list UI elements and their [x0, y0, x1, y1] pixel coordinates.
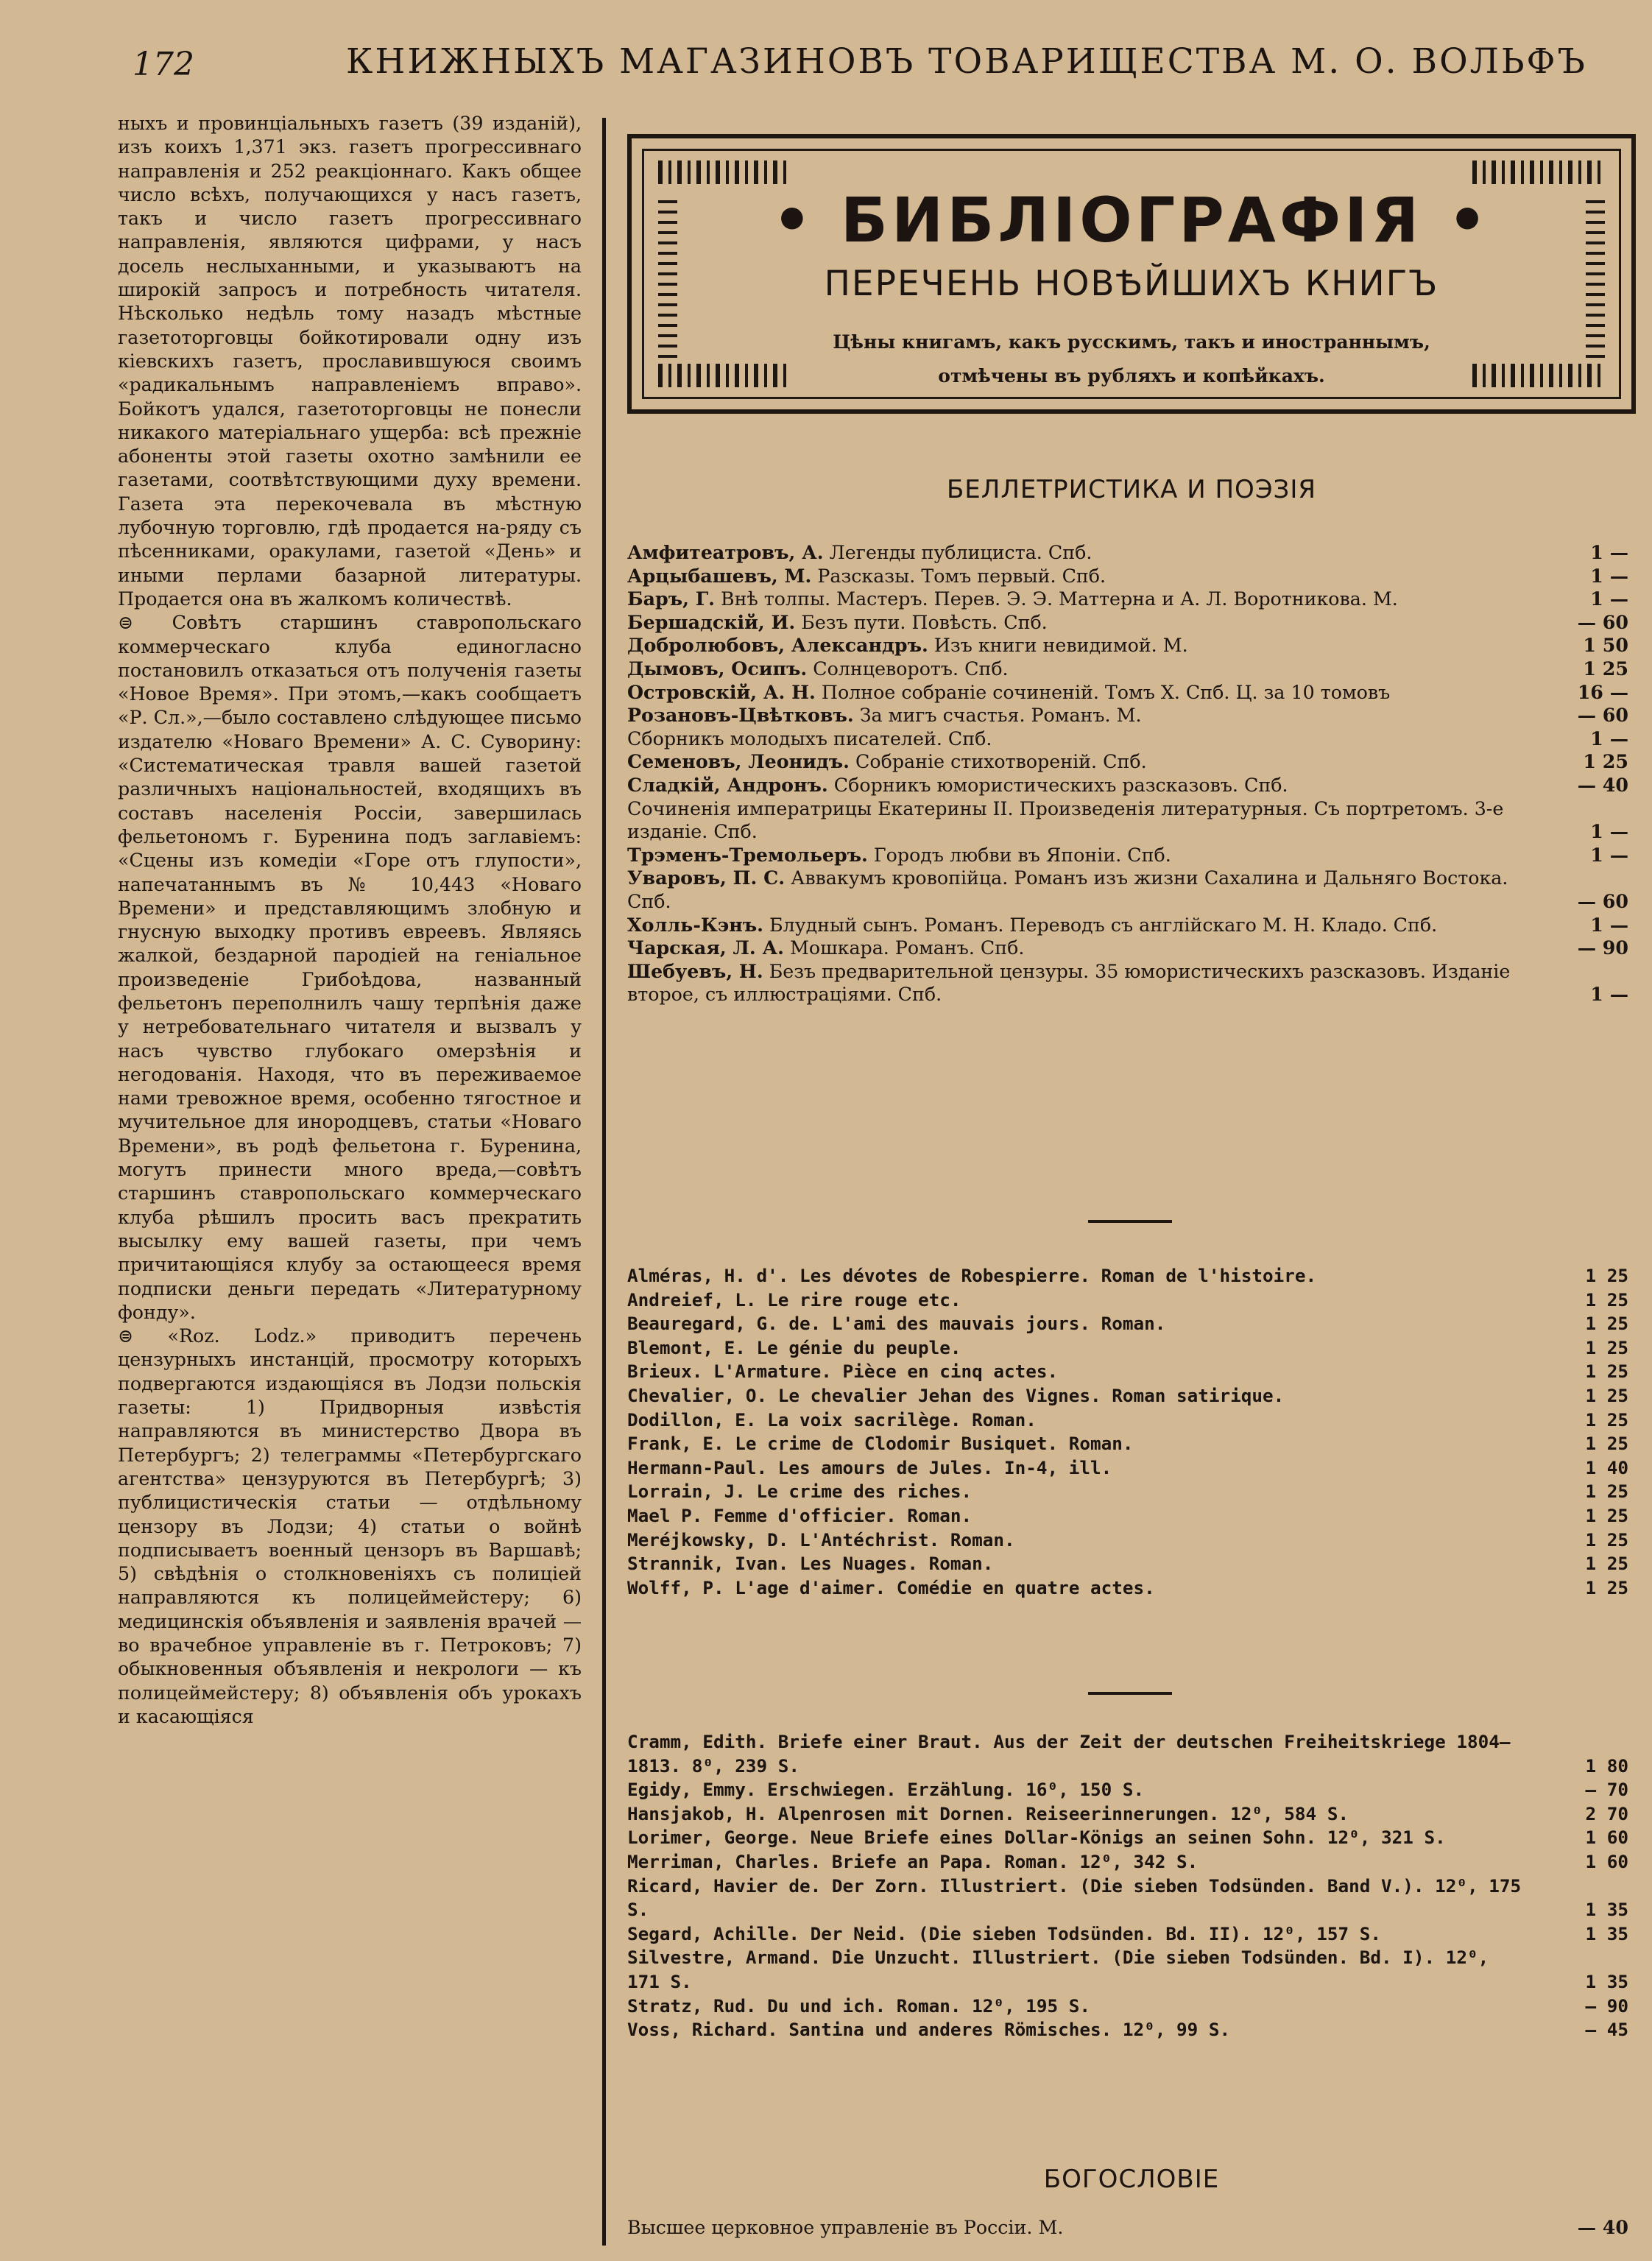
banner-title: • БИБЛІОГРАФІЯ • — [772, 184, 1491, 256]
book-author: Уваровъ, П. С. — [627, 867, 786, 889]
book-entry — [627, 704, 1628, 727]
book-description: Сочиненія императрицы Екатерины II. Произведенія литературныя. Съ портретомъ. 3-е изданіе. Спб. — [627, 797, 1504, 843]
book-title — [627, 1384, 1628, 1408]
book-entry — [627, 937, 1628, 960]
theology-book-list — [627, 2216, 1628, 2240]
book-description: Сборникъ юмористическихъ разсказовъ. Спб. — [833, 774, 1288, 796]
book-description: Легенды публициста. Спб. — [829, 542, 1092, 563]
section-rule — [1088, 1220, 1172, 1223]
book-price: 1 25 — [1585, 1576, 1628, 1598]
book-title — [627, 1994, 1628, 2019]
book-description: Городъ любви въ Японіи. Спб. — [873, 844, 1171, 866]
book-title — [627, 1336, 1628, 1361]
book-title — [627, 1576, 1628, 1601]
book-entry — [627, 1432, 1628, 1456]
book-author: Шебуевъ, Н. — [627, 959, 763, 982]
book-entry — [627, 797, 1628, 844]
book-title — [627, 1456, 1628, 1481]
book-title — [627, 1850, 1628, 1874]
french-book-list — [627, 1264, 1628, 1600]
book-description: Silvestre, Armand. Die Unzucht. Illustriert. (Die sieben Todsünden. Bd. I). 12⁰, 171 S. — [627, 1947, 1489, 1992]
bibliography-banner — [627, 134, 1636, 414]
book-price: 1 25 — [1585, 1288, 1628, 1311]
book-entry — [627, 1850, 1628, 1874]
book-description: Блудный сынъ. Романъ. Переводъ съ англійскаго М. Н. Кладо. Спб. — [769, 914, 1438, 936]
book-price: 1 25 — [1585, 1336, 1628, 1358]
book-title — [627, 1874, 1628, 1922]
news-column — [118, 112, 582, 1729]
book-entry — [627, 1946, 1628, 1994]
page-number: 172 — [133, 46, 194, 83]
book-entry — [627, 1778, 1628, 1802]
book-description: Wolff, P. L'age d'aimer. Comédie en quatre actes. — [627, 1576, 1155, 1598]
book-title — [627, 914, 1628, 937]
book-description: Chevalier, O. Le chevalier Jehan des Vignes. Roman satirique. — [627, 1384, 1285, 1406]
book-description: Солнцеворотъ. Спб. — [813, 657, 1009, 680]
book-entry — [627, 774, 1628, 797]
book-entry — [627, 1528, 1628, 1553]
book-description: Разсказы. Томъ первый. Спб. — [817, 565, 1106, 587]
book-entry — [627, 727, 1628, 751]
book-price: 1 25 — [1585, 1504, 1628, 1526]
book-entry — [627, 2018, 1628, 2042]
book-price: 1 35 — [1585, 1970, 1628, 1992]
book-price: 1 35 — [1585, 1899, 1628, 1921]
book-title — [627, 1312, 1628, 1336]
book-title — [627, 2018, 1628, 2042]
book-price: 1 60 — [1585, 1827, 1628, 1849]
book-entry — [627, 1874, 1628, 1922]
book-title — [627, 867, 1628, 913]
book-price: 1 35 — [1585, 1922, 1628, 1944]
book-entry — [627, 1994, 1628, 2019]
book-author: Баръ, Г. — [627, 588, 715, 610]
book-price: 1 25 — [1583, 750, 1628, 773]
book-description: Alméras, H. d'. Les dévotes de Robespierre. Roman de l'histoire. — [627, 1265, 1317, 1286]
section-rule — [1088, 1692, 1172, 1695]
book-title — [627, 634, 1628, 657]
book-entry — [627, 1730, 1628, 1778]
book-price: — 45 — [1585, 2019, 1628, 2041]
book-entry — [627, 565, 1628, 588]
book-entry — [627, 2216, 1628, 2240]
book-title — [627, 797, 1628, 844]
book-price: 1 50 — [1583, 634, 1628, 657]
book-description: Beauregard, G. de. L'ami des mauvais jours. Roman. — [627, 1313, 1166, 1335]
book-description: Мошкара. Романъ. Спб. — [789, 937, 1025, 959]
book-description: Ricard, Havier de. Der Zorn. Illustriert. (Die sieben Todsünden. Band V.). 12⁰, 175 S. — [627, 1874, 1522, 1921]
book-description: Mael P. Femme d'officier. Roman. — [627, 1504, 973, 1526]
book-price: 1 — — [1590, 727, 1628, 749]
book-description: Cramm, Edith. Briefe einer Braut. Aus der Zeit der deutschen Freiheitskriege 1804—1813. 8⁰, 239 S. — [627, 1731, 1511, 1777]
book-description: Внѣ толпы. Мастеръ. Перев. Э. Э. Маттерна и А. Л. Воротникова. М. — [721, 588, 1398, 610]
column-divider — [602, 118, 606, 2246]
banner-note — [632, 325, 1631, 393]
book-title — [627, 1802, 1628, 1827]
book-price: 2 70 — [1585, 1802, 1628, 1824]
book-title — [627, 1528, 1628, 1553]
book-description: Merriman, Charles. Briefe an Papa. Roman. 12⁰, 342 S. — [627, 1850, 1199, 1872]
book-author: Арцыбашевъ, М. — [627, 564, 812, 587]
banner-note-line: отмѣчены въ рубляхъ и копѣйкахъ. — [938, 365, 1325, 387]
book-price: — 90 — [1585, 1994, 1628, 2017]
german-book-list — [627, 1730, 1628, 2042]
book-entry — [627, 1922, 1628, 1947]
book-price: 1 — — [1590, 820, 1628, 843]
book-author: Холль-Кэнъ. — [627, 913, 763, 936]
book-entry — [627, 1456, 1628, 1481]
book-price: 1 40 — [1585, 1456, 1628, 1478]
book-entry — [627, 1264, 1628, 1288]
book-entry — [627, 844, 1628, 867]
book-entry — [627, 1802, 1628, 1827]
book-price: 1 25 — [1585, 1481, 1628, 1503]
book-price: 1 80 — [1585, 1754, 1628, 1777]
book-title — [627, 2216, 1628, 2240]
ornament — [1472, 161, 1605, 184]
book-entry — [627, 1504, 1628, 1528]
banner-note-line: Цѣны книгамъ, какъ русскимъ, такъ и иностраннымъ, — [833, 331, 1430, 353]
book-description: Hansjakob, H. Alpenrosen mit Dornen. Reiseerinnerungen. 12⁰, 584 S. — [627, 1802, 1349, 1824]
book-title — [627, 1504, 1628, 1528]
book-title — [627, 1408, 1628, 1433]
book-title — [627, 1480, 1628, 1504]
book-description: Strannik, Ivan. Les Nuages. Roman. — [627, 1553, 994, 1575]
book-description: Высшее церковное управленіе въ Россіи. М. — [627, 2217, 1064, 2238]
book-price: 1 — — [1590, 588, 1628, 610]
book-author: Розановъ-Цвѣтковъ. — [627, 704, 854, 727]
book-price: 1 25 — [1585, 1433, 1628, 1455]
book-description: Blemont, E. Le génie du peuple. — [627, 1336, 961, 1358]
book-title — [627, 588, 1628, 611]
russian-book-list — [627, 541, 1628, 1006]
running-head: КНИЖНЫХЪ МАГАЗИНОВЪ ТОВАРИЩЕСТВА М. О. ВОЛЬФЪ — [346, 41, 1587, 82]
book-price: 1 — — [1590, 983, 1628, 1006]
book-entry — [627, 588, 1628, 611]
book-description: Voss, Richard. Santina und anderes Römisches. 12⁰, 99 S. — [627, 2019, 1231, 2041]
book-description: Andreief, L. Le rire rouge etc. — [627, 1288, 961, 1311]
book-title — [627, 960, 1628, 1006]
book-entry — [627, 657, 1628, 681]
book-description: Hermann-Paul. Les amours de Jules. In-4, ill. — [627, 1456, 1112, 1478]
book-description: Аввакумъ кровопійца. Романъ изъ жизни Сахалина и Дальняго Востока. Спб. — [627, 867, 1508, 912]
book-author: Островскій, А. Н. — [627, 680, 816, 703]
book-title — [627, 541, 1628, 565]
book-price: 1 25 — [1585, 1361, 1628, 1383]
book-price: 16 — — [1577, 680, 1628, 703]
book-price: — 40 — [1577, 773, 1628, 796]
book-author: Сладкій, Андронъ. — [627, 773, 828, 796]
book-description: Полное собраніе сочиненій. Томъ X. Спб. Ц. за 10 томовъ — [821, 681, 1391, 703]
book-author: Бершадскій, И. — [627, 610, 796, 633]
page-header — [110, 38, 1620, 82]
book-description: Lorrain, J. Le crime des riches. — [627, 1481, 973, 1503]
book-title — [627, 681, 1628, 705]
book-author: Семеновъ, Леонидъ. — [627, 750, 850, 773]
book-title — [627, 657, 1628, 681]
book-title — [627, 565, 1628, 588]
book-entry — [627, 960, 1628, 1006]
book-price: — 90 — [1577, 937, 1628, 959]
book-title — [627, 704, 1628, 727]
book-title — [627, 750, 1628, 774]
book-entry — [627, 1408, 1628, 1433]
book-description: Egidy, Emmy. Erschwiegen. Erzählung. 16⁰, 150 S. — [627, 1779, 1145, 1801]
book-title — [627, 1778, 1628, 1802]
book-price: — 60 — [1577, 704, 1628, 727]
book-entry — [627, 1576, 1628, 1601]
book-description: Lorimer, George. Neue Briefe eines Dollar-Königs an seinen Sohn. 12⁰, 321 S. — [627, 1827, 1446, 1849]
book-entry — [627, 914, 1628, 937]
ornament — [658, 161, 791, 184]
book-price: 1 25 — [1585, 1553, 1628, 1575]
book-description: Безъ предварительной цензуры. 35 юмористическихъ разсказовъ. Изданіе второе, съ иллюстраціями. Спб. — [627, 960, 1511, 1006]
book-description: Segard, Achille. Der Neid. (Die sieben Todsünden. Bd. II). 12⁰, 157 S. — [627, 1922, 1381, 1944]
section-heading-belles-lettres: БЕЛЛЕТРИСТИКА И ПОЭЗІЯ — [946, 475, 1317, 504]
book-description: Изъ книги невидимой. М. — [933, 635, 1188, 657]
book-price: — 60 — [1577, 610, 1628, 633]
book-title — [627, 611, 1628, 635]
book-description: Безъ пути. Повѣсть. Спб. — [801, 611, 1048, 633]
book-description: Meréjkowsky, D. L'Antéchrist. Roman. — [627, 1528, 1015, 1551]
book-entry — [627, 634, 1628, 657]
news-paragraph: ⊜ «Roz. Lodz.» приводитъ перечень цензурныхъ инстанцій, просмотру которыхъ подвергаются издающіяся въ Лодзи польскія газеты: 1) Придворныя извѣстія направляются въ министерство Двора въ Петербургъ; 2) телеграммы «Петербургскаго агентства» цензуруются въ Петербургѣ; 3) публицистическія статьи — отдѣльному цензору въ Лодзи; 4) статьи о войнѣ подписываетъ военный цензоръ въ Варшавѣ; 5) свѣдѣнія о столкновеніяхъ съ полиціей направляются къ полицеймейстеру; 6) медицинскія объявленія и заявленія врачей — во врачебное управленіе въ г. Петроковъ; 7) обыкновенныя объявленія и некрологи — къ полицеймейстеру; 8) объявленія объ урокахъ и касающіяся — [118, 1325, 582, 1727]
book-entry — [627, 1288, 1628, 1313]
book-description: Stratz, Rud. Du und ich. Roman. 12⁰, 195 S. — [627, 1994, 1091, 2017]
book-price: 1 — — [1590, 913, 1628, 936]
book-entry — [627, 750, 1628, 774]
book-price: 1 25 — [1585, 1384, 1628, 1406]
book-entry — [627, 1312, 1628, 1336]
book-price: 1 25 — [1585, 1313, 1628, 1335]
book-title — [627, 1552, 1628, 1576]
book-description: Dodillon, E. La voix sacrilège. Roman. — [627, 1408, 1037, 1431]
banner-subtitle: ПЕРЕЧЕНЬ НОВѢЙШИХЪ КНИГЪ — [824, 264, 1439, 304]
book-author: Чарская, Л. А. — [627, 937, 784, 959]
book-price: 1 — — [1590, 564, 1628, 587]
book-author: Амфитеатровъ, А. — [627, 541, 824, 563]
book-description: За мигъ счастья. Романъ. М. — [859, 705, 1142, 727]
book-entry — [627, 541, 1628, 565]
book-title — [627, 1730, 1628, 1778]
book-entry — [627, 1384, 1628, 1408]
book-title — [627, 1946, 1628, 1994]
book-title — [627, 774, 1628, 797]
book-author: Трэменъ-Тремольеръ. — [627, 843, 868, 866]
book-price: 1 25 — [1585, 1528, 1628, 1551]
book-description: Собраніе стихотвореній. Спб. — [855, 751, 1147, 773]
book-title — [627, 1826, 1628, 1850]
book-author: Дымовъ, Осипъ. — [627, 657, 808, 680]
book-title — [627, 727, 1628, 751]
book-entry — [627, 611, 1628, 635]
book-price: 1 — — [1590, 843, 1628, 866]
book-title — [627, 1288, 1628, 1313]
section-heading-theology: БОГОСЛОВІЕ — [1043, 2165, 1220, 2194]
book-title — [627, 1432, 1628, 1456]
book-price: 1 60 — [1585, 1850, 1628, 1872]
book-price: 1 25 — [1583, 657, 1628, 680]
book-description: Brieux. L'Armature. Pièce en cinq actes. — [627, 1361, 1059, 1383]
book-title — [627, 937, 1628, 960]
news-paragraph: ⊜ Совѣтъ старшинъ ставропольскаго коммерческаго клуба единогласно постановилъ отказаться отъ полученія газеты «Новое Время». При этомъ,—какъ сообщаетъ «Р. Сл.»,—было составлено слѣдующее письмо издателю «Новаго Времени» А. С. Суворину: «Систематическая травля вашей газетой различныхъ національностей, входящихъ въ составъ населенія Россіи, завершилась фельетономъ г. Буренина подъ заглавіемъ: «Сцены изъ комедіи «Горе отъ глупости», напечатаннымъ въ № 10,443 «Новаго Времени» и представляющимъ злобную и гнусную выходку противъ евреевъ. Являясь жалкой, бездарной пародіей на геніальное произведеніе Грибоѣдова, названный фельетонъ переполнилъ чашу терпѣнія даже у нетребовательнаго читателя и вызвалъ у насъ чувство глубокаго омерзѣнія и негодованія. Находя, что въ переживаемое нами тревожное время, особенно тягостное и мучительное для инородцевъ, статьи «Новаго Времени», въ родѣ фельетона г. Буренина, могутъ принести много вреда,—совѣтъ старшинъ ставропольскаго коммерческаго клуба рѣшилъ просить васъ прекратить высылку ему вашей газеты, при чемъ причитающіяся клубу за остающееся время подписки деньги передать «Литературному фонду». — [118, 612, 582, 1323]
book-entry — [627, 1552, 1628, 1576]
book-entry — [627, 867, 1628, 913]
book-entry — [627, 1826, 1628, 1850]
book-description: Frank, E. Le crime de Clodomir Busiquet. Roman. — [627, 1433, 1134, 1455]
book-title — [627, 844, 1628, 867]
book-price: 1 25 — [1585, 1408, 1628, 1431]
book-price: 1 — — [1590, 541, 1628, 563]
book-price: 1 25 — [1585, 1265, 1628, 1286]
book-price: — 40 — [1577, 2216, 1628, 2238]
book-entry — [627, 1336, 1628, 1361]
news-paragraph: ныхъ и провинціальныхъ газетъ (39 изданій), изъ коихъ 1,371 экз. газетъ прогрессивнаго направленія и 252 реакціоннаго. Какъ общее число всѣхъ, получающихся у насъ газетъ, такъ и число газетъ прогрессивнаго направленія, являются цифрами, у насъ досель неслыханными, и указываютъ на широкій запросъ и потребность читателя. Нѣсколько недѣль тому назадъ мѣстные газетоторговцы бойкотировали одну изъ кіевскихъ газетъ, прославившуюся своимъ «радикальнымъ направленіемъ вправо». Бойкотъ удался, газетоторговцы не понесли никакого матеріальнаго ущерба: всѣ прежніе абоненты этой газеты охотно замѣнили ее газетами, соотвѣтствующими духу времени. Газета эта перекочевала въ мѣстную лубочную торговлю, гдѣ продается на-ряду съ пѣсенниками, оракулами, газетой «День» и иными перлами базарной литературы. Продается она въ жалкомъ количествѣ. — [118, 113, 582, 610]
book-entry — [627, 1480, 1628, 1504]
book-entry — [627, 681, 1628, 705]
book-entry — [627, 1360, 1628, 1384]
book-price: — 60 — [1577, 889, 1628, 912]
book-title — [627, 1922, 1628, 1947]
book-description: Сборникъ молодыхъ писателей. Спб. — [627, 727, 992, 749]
book-title — [627, 1360, 1628, 1384]
book-author: Добролюбовъ, Александръ. — [627, 634, 928, 657]
book-title — [627, 1264, 1628, 1288]
book-price: — 70 — [1585, 1779, 1628, 1801]
